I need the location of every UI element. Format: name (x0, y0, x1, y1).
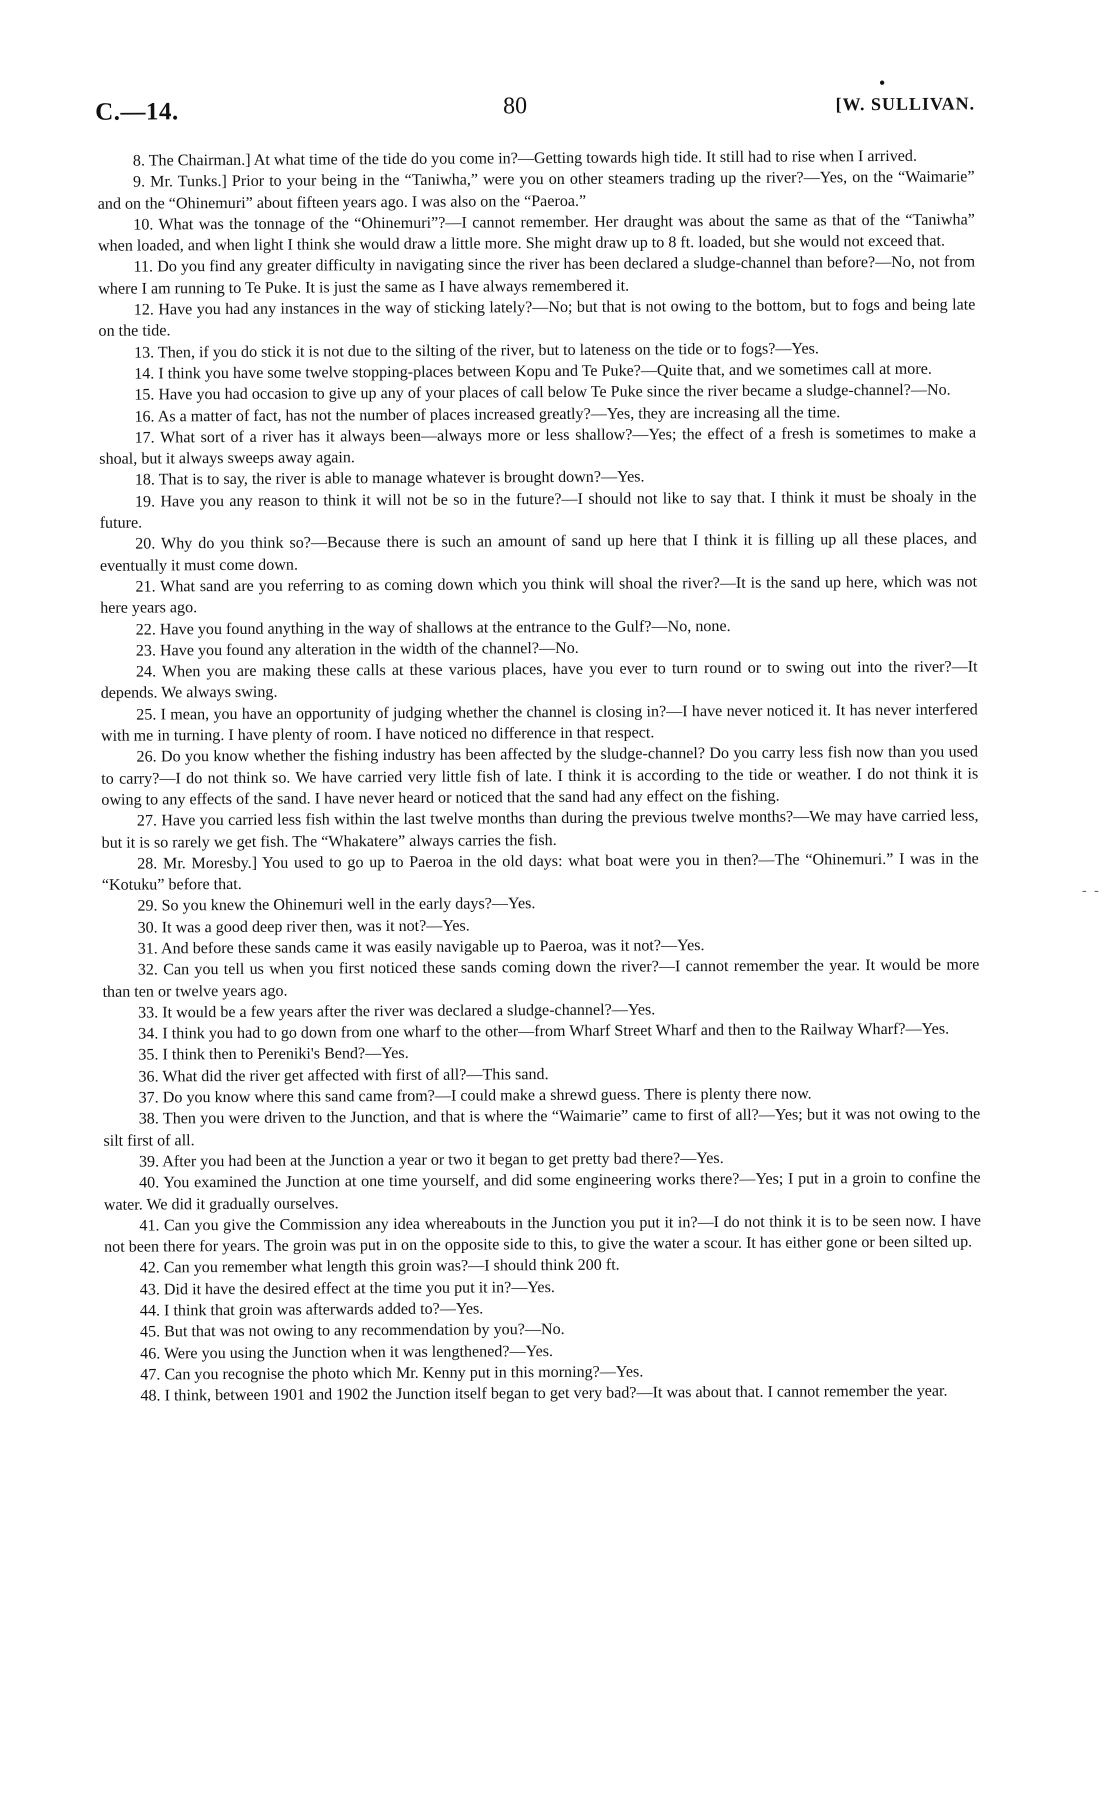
testimony-paragraph: 19. Have you any reason to think it will not be so in the future?—I should not like to say that. I think it must be shoaly in the future. (99, 488, 977, 532)
testimony-paragraph: 43. Did it have the desired effect at the time you put it in?—Yes. (139, 1278, 555, 1299)
testimony-paragraph: 21. What sand are you referring to as coming down which you think will shoal the river?—It is the sand up here, which was not here years ago. (100, 573, 978, 618)
page-header (95, 74, 976, 132)
testimony-paragraph: 45. But that was not owing to any recommendation by you?—No. (139, 1321, 565, 1341)
testimony-paragraph: 47. Can you recognise the photo which Mr. Kenny put in this morning?—Yes. (140, 1363, 644, 1384)
testimony-paragraph: 22. Have you found anything in the way of shallows at the entrance to the Gulf?—No, none. (135, 617, 731, 639)
testimony-paragraph: 35. I think then to Pereniki's Bend?—Yes. (138, 1045, 409, 1065)
testimony-text (97, 145, 982, 1407)
testimony-paragraph: 10. What was the tonnage of the “Ohinemuri”?—I cannot remember. Her draught was about the same as that of the “Taniwha” when loaded, and when light I think she would draw a little more. She might draw up to 8 ft. loaded, but she would not exceed that. (97, 211, 975, 255)
testimony-paragraph: 31. And before these sands came it was easily navigable up to Paeroa, was it not?—Yes. (137, 937, 705, 958)
testimony-paragraph: 42. Can you remember what length this groin was?—I should think 200 ft. (139, 1257, 620, 1277)
testimony-paragraph: 32. Can you tell us when you first noticed these sands coming down the river?—I cannot remember the year. It would be more than ten or twelve years ago. (102, 956, 980, 1001)
testimony-paragraph: 30. It was a good deep river then, was it not?—Yes. (137, 917, 470, 937)
testimony-paragraph: 33. It would be a few years after the river was declared a sludge-channel?—Yes. (138, 1001, 656, 1022)
testimony-paragraph: 23. Have you found any alteration in the width of the channel?—No. (135, 639, 579, 660)
testimony-paragraph: 8. The Chairman.] At what time of the tide do you come in?—Getting towards high tide. It still had to rise when I arrived. (132, 147, 918, 170)
testimony-paragraph: 25. I mean, you have an opportunity of judging whether the channel is closing in?—I have never noticed it. It has never interfered with me in turning. I have plenty of room. I have noticed no difference in that respect. (100, 701, 978, 745)
testimony-paragraph: 16. As a matter of fact, has not the number of places increased greatly?—Yes, they are increasing all the time. (134, 403, 841, 426)
testimony-paragraph: 36. What did the river get affected with first of all?—This sand. (138, 1065, 549, 1086)
testimony-paragraph: 41. Can you give the Commission any idea whereabouts in the Junction you put it in?—I do not think it is to be seen now. I have not been there for years. The groin was put in on the opposite side to this, to give the water a scour. It has either gone or been silted up. (104, 1212, 982, 1256)
testimony-paragraph: 18. That is to say, the river is able to manage whatever is brought down?—Yes. (134, 468, 645, 490)
page-number: 80 (503, 93, 528, 120)
testimony-paragraph: 14. I think you have some twelve stopping-places between Kopu and Te Puke?—Quite that, and we sometimes call at more. (134, 360, 932, 383)
print-mark: • (879, 74, 886, 93)
testimony-paragraph: 46. Were you using the Junction when it was lengthened?—Yes. (140, 1342, 554, 1363)
testimony-paragraph: 27. Have you carried less fish within the last twelve months than during the previous twelve months?—We may have carried less, but it is so rarely we get fish. The “Whakatere” always carries the fish. (101, 807, 979, 852)
testimony-paragraph: 48. I think, between 1901 and 1902 the Junction itself began to get very bad?—It was about that. I cannot remember the year. (140, 1382, 948, 1405)
testimony-paragraph: 40. You examined the Junction at one time yourself, and did some engineering works there?—Yes; I put in a groin to confine the water. We did it gradually ourselves. (103, 1169, 981, 1214)
witness-name: [W. SULLIVAN. (835, 93, 976, 115)
testimony-paragraph: 44. I think that groin was afterwards added to?—Yes. (139, 1300, 484, 1320)
margin-mark: - - (1081, 883, 1101, 899)
testimony-paragraph: 11. Do you find any greater difficulty in navigating since the river has been declared a sludge-channel than before?—No, not from where I am running to Te Puke. It is just the same as I have always remembered it. (98, 253, 976, 298)
testimony-paragraph: 39. After you had been at the Junction a year or two it began to get pretty bad there?—Yes. (138, 1149, 724, 1171)
testimony-paragraph: 37. Do you know where this sand came from?—I could make a shrewd guess. There is plenty there now. (138, 1085, 812, 1107)
testimony-paragraph: 15. Have you had occasion to give up any of your places of call below Te Puke since the river became a sludge-channel?—No. (134, 381, 951, 404)
testimony-paragraph: 34. I think you had to go down from one wharf to the other—from Wharf Street Wharf and then to the Railway Wharf?—Yes. (138, 1020, 950, 1043)
document-code: C.—14. (95, 98, 179, 126)
testimony-paragraph: 26. Do you know whether the fishing industry has been affected by the sludge-channel? Do you carry less fish now than you used to carry?—I do not think so. We have carried very little fish of late. I think it is according to the tide or weather. I do not think it is owing to any effects of the sand. I have never heard or noticed that the sand had any effect on the fishing. (101, 743, 979, 809)
testimony-paragraph: 12. Have you had any instances in the way of sticking lately?—No; but that is not owing to the bottom, but to fogs and being late on the tide. (98, 296, 976, 341)
testimony-paragraph: 9. Mr. Tunks.] Prior to your being in the “Taniwha,” were you on other steamers trading up the river?—Yes, on the “Waimarie” and on the “Ohinemuri” about fifteen years ago. I was also on the “Paeroa.” (97, 168, 975, 213)
testimony-paragraph: 28. Mr. Moresby.] You used to go up to Paeroa in the old days: what boat were you in then?—The “Ohinemuri.” I was in the “Kotuku” before that. (101, 850, 979, 894)
testimony-paragraph: 24. When you are making these calls at these various places, have you ever to turn round or to swing out into the river?—It depends. We always swing. (100, 658, 978, 703)
testimony-paragraph: 17. What sort of a river has it always been—always more or less shallow?—Yes; the effect of a fresh is sometimes to make a shoal, but it always sweeps away again. (99, 424, 977, 468)
testimony-paragraph: 20. Why do you think so?—Because there is such an amount of sand up here that I think it is filling up all these places, and eventually it must come down. (99, 530, 977, 575)
testimony-paragraph: 38. Then you were driven to the Junction, and that is where the “Waimarie” came to first of all?—Yes; but it was not owing to the silt first of all. (103, 1105, 981, 1150)
testimony-paragraph: 13. Then, if you do stick it is not due to the silting of the river, but to lateness on the tide or to fogs?—Yes. (133, 340, 819, 362)
testimony-paragraph: 29. So you knew the Ohinemuri well in the early days?—Yes. (137, 895, 536, 915)
